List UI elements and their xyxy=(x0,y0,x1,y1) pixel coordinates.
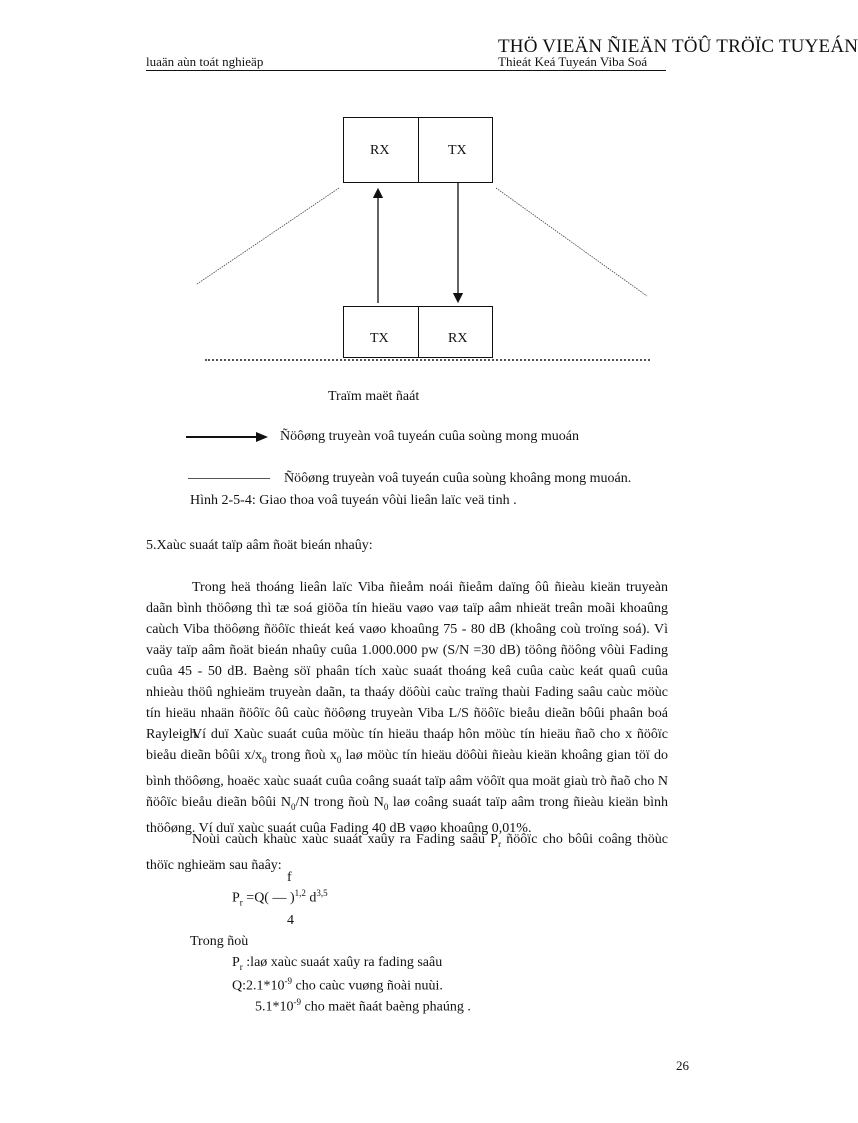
formula-exponent-2: 3,5 xyxy=(316,888,328,898)
paragraph-3 xyxy=(146,829,668,876)
ground-line xyxy=(205,359,650,361)
where-q1-exponent: -9 xyxy=(284,976,292,986)
ground-station-label: Traïm maët ñaát xyxy=(328,389,420,404)
figure-caption: Hình 2-5-4: Giao thoa voâ tuyeán vôùi lieân laïc veä tinh . xyxy=(190,493,517,508)
diagram-signal-paths xyxy=(0,0,816,420)
paragraph-2-text-b: trong ñoù x xyxy=(266,748,337,763)
where-label: Trong ñoù xyxy=(190,934,249,949)
section-heading: 5.Xaùc suaát taïp aâm ñoät bieán nhaûy: xyxy=(146,538,373,553)
formula-numerator: f xyxy=(287,870,292,885)
legend-thin-text: Ñöôøng truyeàn voâ tuyeán cuûa soùng khoâng mong muoán. xyxy=(284,471,632,486)
header-left-text: luaän aùn toát nghieäp xyxy=(146,54,264,69)
top-station-tx-label: TX xyxy=(448,143,467,158)
paragraph-2-text-e: laø coâng suaát taïp aâm trong ñieàu kieän bình thöôøng. Ví duï xaùc suaát cuûa Fading 40 dB vaøo khoaûng 0,01%. xyxy=(146,794,668,836)
header-library-title: THÖ VIEÄN ÑIEÄN TÖÛ TRÖÏC TUYEÁN xyxy=(498,36,858,57)
bottom-station-rx-label: RX xyxy=(448,331,468,346)
legend-thin-line xyxy=(188,478,270,479)
bottom-station-tx-label: TX xyxy=(370,331,389,346)
paragraph-1-text: Trong heä thoáng lieân laïc Viba ñieåm noái ñieåm daïng ôû ñieàu kieän truyeàn daãn bình thöôøng thì tæ soá giöõa tín hieäu vaøo vaø taïp aâm nhieät treân moãi khoaûng caùch Viba thöôøng ñöôïc thieát keá vaøo khoaûng 75 - 80 dB (khoâng coù troïng soá). Vì vaäy taïp aâm ñoät bieán nhaûy cuûa 1.000.000 pw (S/N =30 dB) töông ñöông vôùi Fading cuûa 45 - 50 dB. Baèng söï phaân tích xaùc suaát thoáng keâ cuûa caùc keát quaû cuûa nhieàu thöû nghieäm truyeàn daãn, ta thaáy döôùi caùc traïng thaùi Fading saâu caùc möùc tín hieäu nhaän ñöôïc ôû caùc ñöôøng truyeàn Viba L/S ñöôïc bieåu dieãn bôûi phaân boá Rayleigh. xyxy=(146,580,668,742)
formula-body xyxy=(232,888,328,907)
paragraph-1 xyxy=(146,577,668,745)
where-pr-subscript: r xyxy=(239,961,243,972)
paragraph-2-text-a: Ví duï Xaùc suaát cuûa möùc tín hieäu thaáp hôn möùc tín hieäu ñaõ cho x ñöôïc bieåu dieãn bôûi x/x xyxy=(146,727,668,763)
subscript-0: 0 xyxy=(262,754,267,765)
where-q2-exponent: -9 xyxy=(293,997,301,1007)
paragraph-2 xyxy=(146,724,668,839)
where-q-line-2 xyxy=(255,997,471,1016)
formula-lhs-subscript: r xyxy=(239,897,243,908)
formula-lhs: P xyxy=(232,890,240,906)
subscript-0: 0 xyxy=(383,801,389,812)
formula-eq: =Q( — ) xyxy=(242,890,295,906)
paragraph-3-text-a: Noùi caùch khaùc xaùc suaát xaûy ra Fading saâu P xyxy=(192,832,499,847)
where-q2-desc: cho maët ñaát baèng phaúng . xyxy=(301,999,471,1015)
formula-denominator: 4 xyxy=(287,913,294,928)
interference-path-left xyxy=(197,188,339,284)
legend-solid-arrow xyxy=(186,430,270,444)
header-right-text: Thieát Keá Tuyeán Viba Soá xyxy=(498,54,648,69)
formula-exponent-1: 1,2 xyxy=(294,888,306,898)
top-station-rx-label: RX xyxy=(370,143,390,158)
interference-path-right xyxy=(496,188,647,296)
paragraph-3-text-b: ñöôïc cho bôûi coâng thöùc thöïc nghieäm sau ñaây: xyxy=(146,832,668,873)
subscript-0: 0 xyxy=(336,754,342,765)
where-q1-value: Q:2.1*10 xyxy=(232,978,285,994)
where-q-line-1 xyxy=(232,976,443,995)
legend-solid-text: Ñöôøng truyeàn voâ tuyeán cuûa soùng mong muoán xyxy=(280,429,579,444)
paragraph-2-text-c: laø möùc tín hieäu döôùi ñieàu kieän khoâng gian töï do bình thöôøng, hoaëc xaùc suaát cuûa coâng suaát taïp aâm vöôït qua moät giaù trò ñaõ cho N ñöôïc bieåu dieãn bôûi N xyxy=(146,748,668,810)
paragraph-2-text-d: /N trong ñoù N xyxy=(295,794,384,810)
where-pr-desc: :laø xaùc suaát xaûy ra fading saâu xyxy=(242,955,443,970)
where-pr-line xyxy=(232,955,442,972)
formula-d: d xyxy=(305,890,317,906)
subscript-0: 0 xyxy=(290,801,296,812)
where-q2-value: 5.1*10 xyxy=(255,999,294,1015)
where-pr: P xyxy=(232,955,240,970)
page-number: 26 xyxy=(676,1058,689,1073)
subscript-r: r xyxy=(498,838,502,849)
where-q1-desc: cho caùc vuøng ñoài nuùi. xyxy=(292,978,443,994)
